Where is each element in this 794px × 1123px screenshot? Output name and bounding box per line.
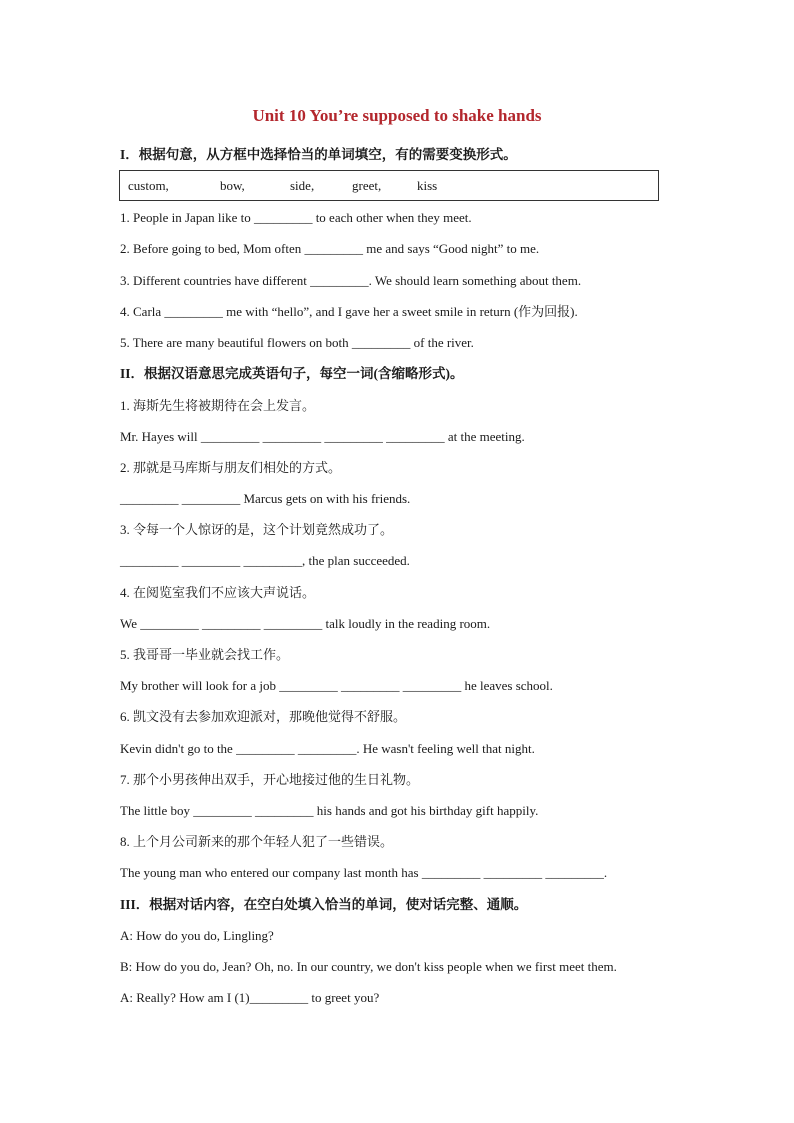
- section1-item: 4. Carla _________ me with “hello”, and I gave her a sweet smile in return (作为回报).: [120, 304, 578, 319]
- section1-item: 3. Different countries have different _________. We should learn something about them.: [120, 273, 582, 288]
- section2-item-en: My brother will look for a job _________ _________ _________ he leaves school.: [120, 678, 553, 693]
- section2-item-cn: 6. 凯文没有去参加欢迎派对，那晚他觉得不舒服。: [120, 709, 407, 724]
- section2-item-en: We _________ _________ _________ talk loudly in the reading room.: [120, 616, 491, 631]
- section2-item-en: The little boy _________ _________ his hands and got his birthday gift happily.: [120, 803, 539, 818]
- section2-item-cn: 5. 我哥哥一毕业就会找工作。: [120, 647, 290, 662]
- section2-item-cn: 7. 那个小男孩伸出双手，开心地接过他的生日礼物。: [120, 772, 420, 787]
- word-box-item: kiss: [417, 178, 438, 193]
- section2-item-cn: 1. 海斯先生将被期待在会上发言。: [120, 398, 316, 413]
- section2-item-cn: 4. 在阅览室我们不应该大声说话。: [120, 585, 316, 600]
- section2-item-en: Mr. Hayes will _________ _________ _________ _________ at the meeting.: [120, 429, 525, 444]
- word-box-item: side,: [290, 178, 315, 193]
- section2-item-cn: 3. 令每一个人惊讶的是，这个计划竟然成功了。: [120, 522, 394, 537]
- section2-item-cn: 8. 上个月公司新来的那个年轻人犯了一些错误。: [120, 834, 394, 849]
- section3-heading: III．根据对话内容，在空白处填入恰当的单词，使对话完整、通顺。: [120, 897, 528, 912]
- section1-heading: I．根据句意，从方框中选择恰当的单词填空，有的需要变换形式。: [120, 147, 517, 162]
- section2-item-en: _________ _________ _________, the plan succeeded.: [120, 553, 410, 568]
- section2-item-en: Kevin didn't go to the _________ _________. He wasn't feeling well that night.: [120, 741, 535, 756]
- section1-item: 1. People in Japan like to _________ to each other when they meet.: [120, 210, 472, 225]
- section2-item-cn: 2. 那就是马库斯与朋友们相处的方式。: [120, 460, 342, 475]
- dialogue-line: A: Really? How am I (1)_________ to greet you?: [120, 990, 380, 1005]
- word-box: [119, 170, 659, 201]
- section1-item: 5. There are many beautiful flowers on both _________ of the river.: [120, 335, 474, 350]
- section2-item-en: The young man who entered our company last month has _________ _________ _________.: [120, 865, 608, 880]
- dialogue-line: B: How do you do, Jean? Oh, no. In our country, we don't kiss people when we first meet them.: [120, 959, 617, 974]
- word-box-item: custom,: [128, 178, 169, 193]
- word-box-item: bow,: [220, 178, 245, 193]
- page-title: Unit 10 You’re supposed to shake hands: [252, 106, 542, 125]
- section2-heading: II．根据汉语意思完成英语句子，每空一词(含缩略形式)。: [120, 366, 464, 381]
- section1-item: 2. Before going to bed, Mom often _________ me and says “Good night” to me.: [120, 241, 540, 256]
- section2-item-en: _________ _________ Marcus gets on with his friends.: [120, 491, 411, 506]
- dialogue-line: A: How do you do, Lingling?: [120, 928, 274, 943]
- word-box-item: greet,: [352, 178, 382, 193]
